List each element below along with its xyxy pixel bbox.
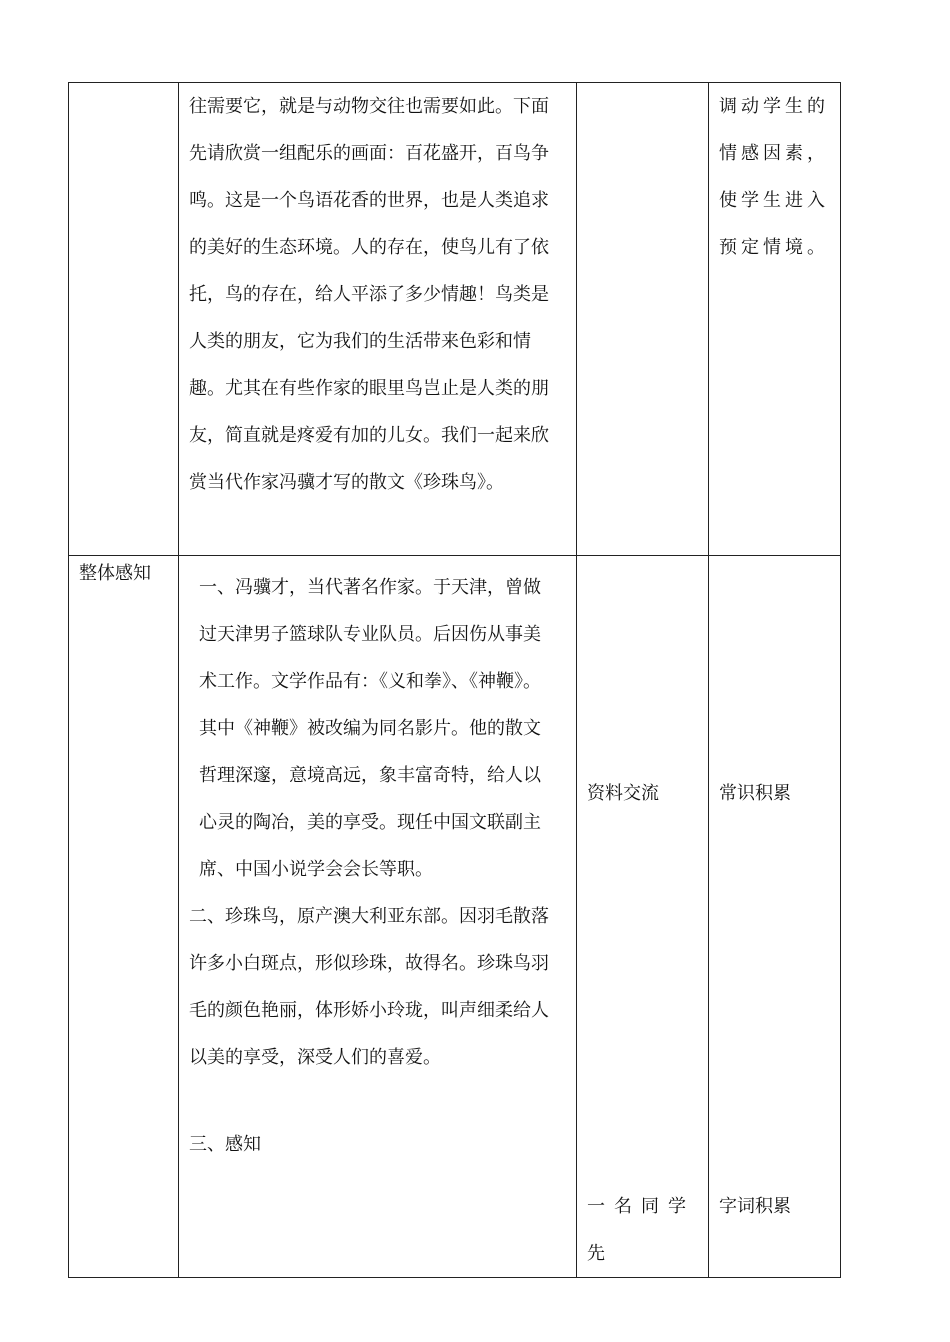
intent-text: 常识积累 [719,783,791,804]
content-paragraph: 三、感知 [189,1134,261,1155]
method-text: 资料交流 [587,783,659,804]
table-row [69,83,841,556]
intent-cell [709,83,841,556]
content-paragraph: 二、珍珠鸟，原产澳大利亚东部。因羽毛散落许多小白斑点，形似珍珠，故得名。珍珠鸟羽毛的颜色艳丽，体形娇小玲珑，叫声细柔给人以美的享受，深受人们的喜爱。 [189,906,549,1068]
method-cell [577,556,709,1278]
content-cell [179,556,577,1278]
method-text: 一名同学先 [587,1196,695,1264]
stage-label: 整体感知 [79,563,151,584]
content-cell [179,83,577,556]
stage-cell [69,83,179,556]
intent-text: 调动学生的情感因素，使学生进入预定情境。 [719,96,829,258]
stage-cell [69,556,179,1278]
content-paragraph: 往需要它，就是与动物交往也需要如此。下面先请欣赏一组配乐的画面：百花盛开，百鸟争鸣。这是一个鸟语花香的世界，也是人类追求的美好的生态环境。人的存在，使鸟儿有了依托，鸟的存在，给人平添了多少情趣！鸟类是人类的朋友，它为我们的生活带来色彩和情趣。尤其在有些作家的眼里鸟岂止是人类的朋友，简直就是疼爱有加的儿女。我们一起来欣赏当代作家冯骥才写的散文《珍珠鸟》。 [189,96,549,493]
content-paragraph: 一、冯骥才，当代著名作家。于天津，曾做过天津男子篮球队专业队员。后因伤从事美术工作。文学作品有：《义和拳》、《神鞭》。其中《神鞭》被改编为同名影片。他的散文哲理深邃，意境高远，象丰富奇特，给人以心灵的陶冶，美的享受。现任中国文联副主席、中国小说学会会长等职。 [199,577,541,880]
intent-cell [709,556,841,1278]
lesson-plan-table [68,82,841,1278]
table-row [69,556,841,1278]
intent-text: 字词积累 [719,1196,791,1217]
method-cell [577,83,709,556]
